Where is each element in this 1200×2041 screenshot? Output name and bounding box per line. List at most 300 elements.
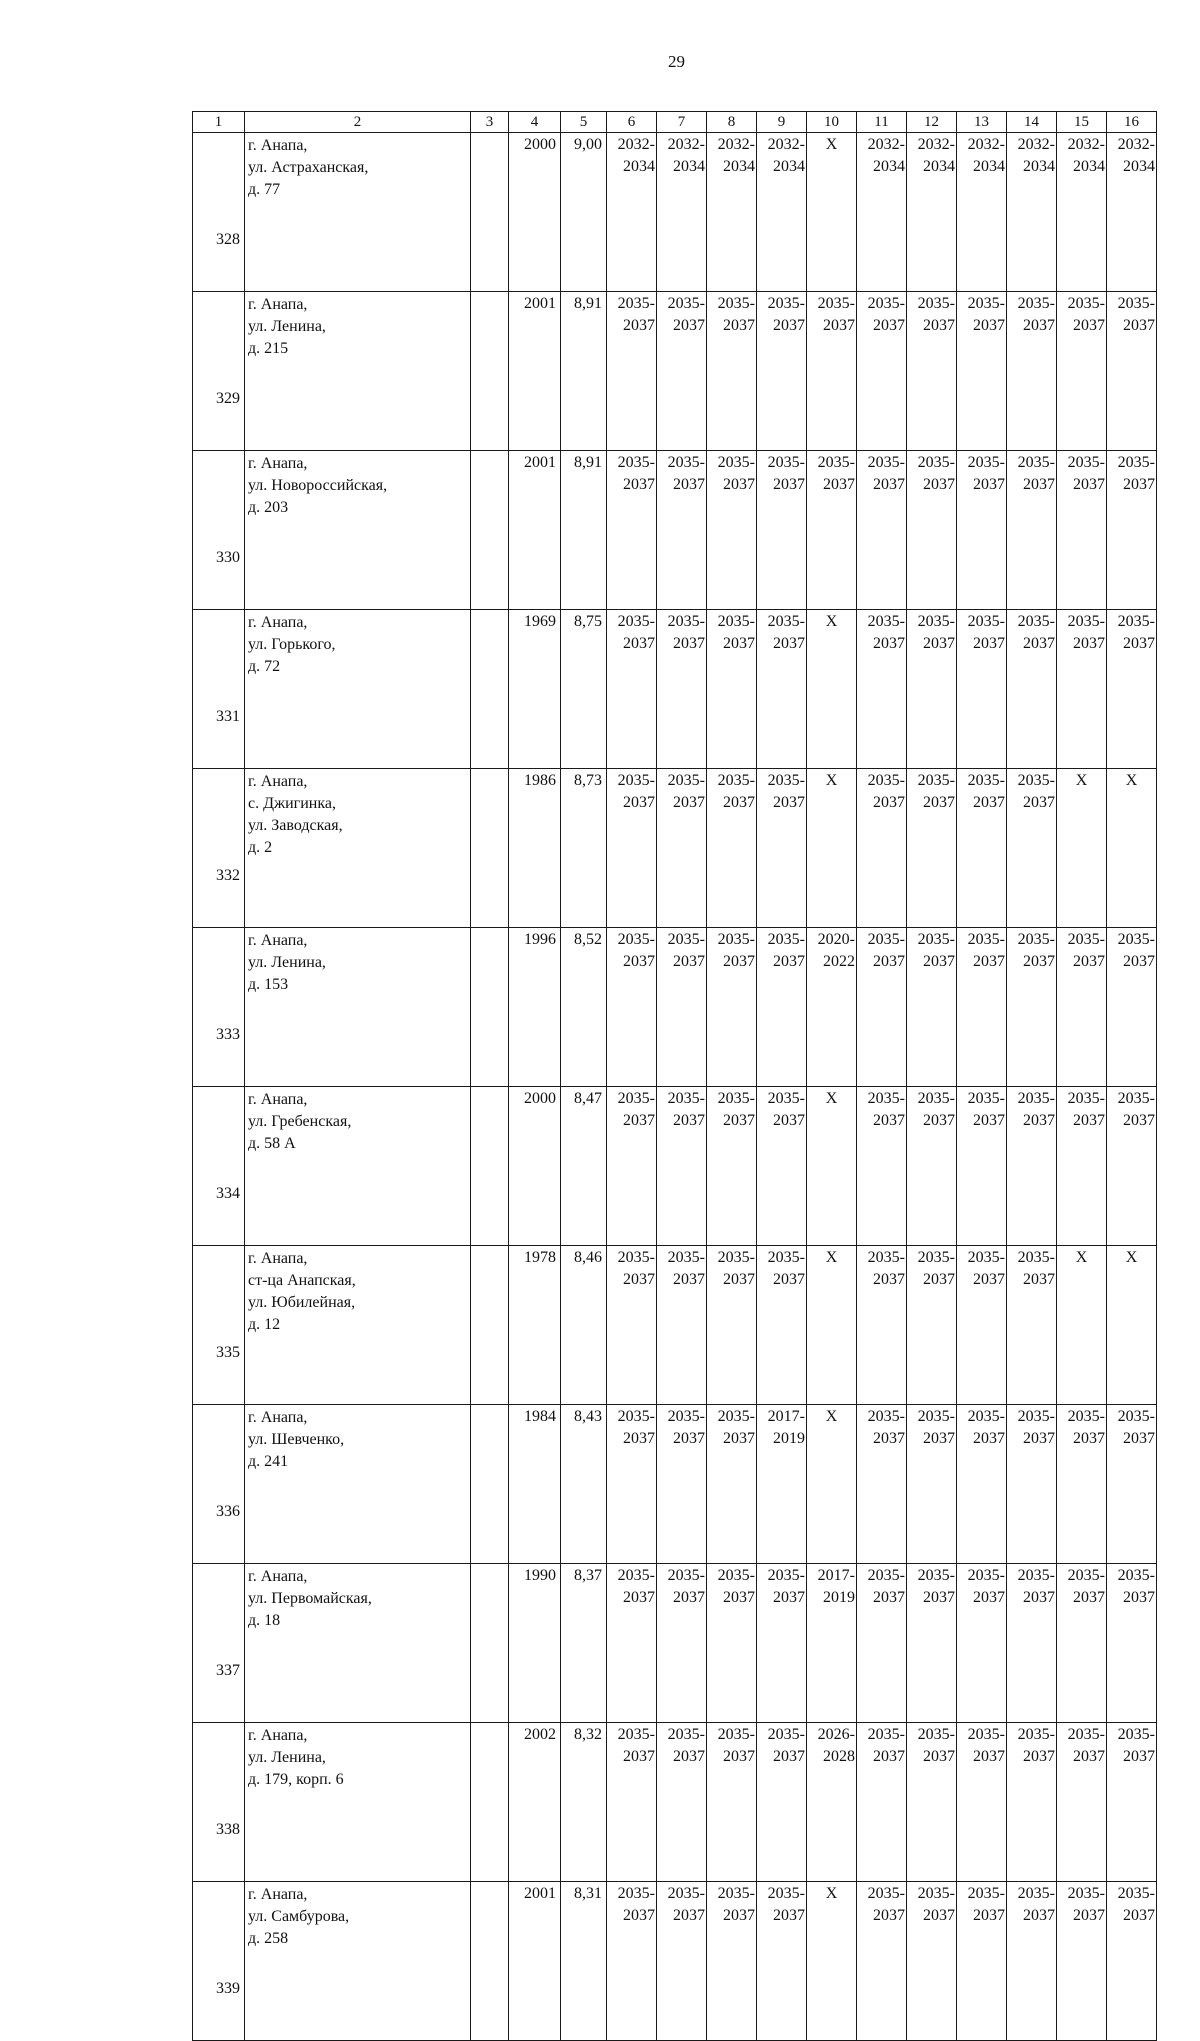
- address-cell: [245, 769, 471, 928]
- period-line: 2035-: [917, 1726, 955, 1743]
- period-line: 2035-: [717, 1249, 755, 1266]
- period-line: 2037: [973, 1271, 1005, 1288]
- row-number: 328: [193, 133, 245, 292]
- year-cell: 2001: [509, 1882, 561, 2041]
- period-line: 2035-: [917, 1567, 955, 1584]
- period-line: 2035-: [1017, 1567, 1055, 1584]
- period-line: 2037: [973, 317, 1005, 334]
- period-cell-col-7: [657, 1723, 707, 1882]
- period-line: 2037: [723, 794, 755, 811]
- row-number: 333: [193, 928, 245, 1087]
- address-line: г. Анапа,: [248, 1568, 308, 1585]
- period-line: 2037: [1073, 1430, 1105, 1447]
- period-line: 2032-: [917, 136, 955, 153]
- column-header-14: 14: [1007, 112, 1057, 133]
- period-cell-col-8: [707, 769, 757, 928]
- period-line: 2037: [1023, 635, 1055, 652]
- address-line: г. Анапа,: [248, 932, 308, 949]
- period-line: 2037: [1073, 1112, 1105, 1129]
- period-line: 2035-: [1067, 1885, 1105, 1902]
- period-line: 2019: [773, 1430, 805, 1447]
- address-line: г. Анапа,: [248, 1250, 308, 1267]
- period-line: 2037: [623, 794, 655, 811]
- period-line: 2037: [673, 317, 705, 334]
- period-cell-col-6: [607, 451, 657, 610]
- period-cell-col-15: [1057, 451, 1107, 610]
- period-cell-col-12: [907, 1723, 957, 1882]
- period-cell-col-15: [1057, 1723, 1107, 1882]
- address-line: г. Анапа,: [248, 1727, 308, 1744]
- period-cell-col-15: [1057, 610, 1107, 769]
- period-line: 2037: [873, 476, 905, 493]
- period-line: 2035-: [917, 454, 955, 471]
- period-cell-col-6: [607, 928, 657, 1087]
- address-line: г. Анапа,: [248, 296, 308, 313]
- period-line: 2037: [773, 635, 805, 652]
- period-line: 2017-: [817, 1567, 855, 1584]
- period-line: X: [825, 613, 838, 630]
- period-line: 2035-: [1117, 295, 1155, 312]
- table-row: [193, 928, 1157, 1087]
- year-cell: 1969: [509, 610, 561, 769]
- column-3-cell: [471, 610, 509, 769]
- period-cell-col-7: [657, 292, 707, 451]
- address-line: д. 241: [248, 1453, 289, 1470]
- column-header-10: 10: [807, 112, 857, 133]
- period-line: 2035-: [1017, 295, 1055, 312]
- period-cell-col-15: [1057, 292, 1107, 451]
- period-line: 2037: [923, 476, 955, 493]
- period-cell-col-11: [857, 1246, 907, 1405]
- table-row: [193, 769, 1157, 928]
- period-cell-col-14: [1007, 1246, 1057, 1405]
- period-cell-col-14: [1007, 133, 1057, 292]
- period-cell-col-7: [657, 610, 707, 769]
- period-line: 2035-: [617, 1408, 655, 1425]
- period-line: 2037: [723, 1271, 755, 1288]
- period-cell-col-14: [1007, 451, 1057, 610]
- address-line: ул. Ленина,: [248, 1749, 326, 1766]
- value-cell: 8,32: [561, 1723, 607, 1882]
- period-line: 2037: [1023, 1430, 1055, 1447]
- period-line: 2037: [773, 1112, 805, 1129]
- period-line: 2035-: [1067, 1090, 1105, 1107]
- address-cell: [245, 451, 471, 610]
- period-cell-col-14: [1007, 769, 1057, 928]
- period-line: 2037: [973, 476, 1005, 493]
- address-line: г. Анапа,: [248, 455, 308, 472]
- period-cell-col-6: [607, 1087, 657, 1246]
- period-cell-col-13: [957, 133, 1007, 292]
- period-line: 2035-: [967, 772, 1005, 789]
- period-line: 2032-: [767, 136, 805, 153]
- period-cell-col-6: [607, 292, 657, 451]
- year-cell: 2001: [509, 451, 561, 610]
- period-line: 2032-: [867, 136, 905, 153]
- period-line: 2035-: [667, 1726, 705, 1743]
- period-cell-col-7: [657, 1405, 707, 1564]
- period-cell-col-16: [1107, 451, 1157, 610]
- period-line: 2035-: [917, 1408, 955, 1425]
- period-line: 2035-: [917, 1249, 955, 1266]
- column-header-6: 6: [607, 112, 657, 133]
- period-cell-col-14: [1007, 1723, 1057, 1882]
- period-line: 2037: [673, 953, 705, 970]
- period-cell-col-15: [1057, 769, 1107, 928]
- address-line: ул. Горького,: [248, 636, 336, 653]
- period-line: 2035-: [717, 1885, 755, 1902]
- period-cell-col-13: [957, 1882, 1007, 2041]
- period-cell-col-11: [857, 1087, 907, 1246]
- period-line: 2035-: [1117, 613, 1155, 630]
- period-line: 2037: [1073, 953, 1105, 970]
- period-line: 2037: [1023, 1907, 1055, 1924]
- period-cell-col-6: [607, 769, 657, 928]
- period-cell-col-13: [957, 610, 1007, 769]
- period-line: 2035-: [917, 1090, 955, 1107]
- period-line: 2037: [1073, 476, 1105, 493]
- period-line: 2034: [923, 158, 955, 175]
- period-line: 2022: [823, 953, 855, 970]
- period-cell-col-11: [857, 928, 907, 1087]
- period-line: 2035-: [1117, 1885, 1155, 1902]
- period-cell-col-8: [707, 1087, 757, 1246]
- period-line: 2035-: [1067, 1408, 1105, 1425]
- period-line: 2037: [1123, 1112, 1155, 1129]
- period-line: 2037: [823, 317, 855, 334]
- period-line: 2037: [623, 1589, 655, 1606]
- period-line: 2035-: [667, 1408, 705, 1425]
- column-3-cell: [471, 1405, 509, 1564]
- period-line: 2035-: [817, 454, 855, 471]
- period-line: 2037: [973, 1748, 1005, 1765]
- period-line: 2032-: [617, 136, 655, 153]
- column-header-13: 13: [957, 112, 1007, 133]
- period-line: 2037: [673, 1748, 705, 1765]
- period-cell-col-6: [607, 1564, 657, 1723]
- column-header-1: 1: [193, 112, 245, 133]
- period-line: 2037: [773, 1907, 805, 1924]
- period-line: 2037: [1023, 1271, 1055, 1288]
- period-line: 2037: [673, 794, 705, 811]
- period-cell-col-13: [957, 1246, 1007, 1405]
- address-line: д. 215: [248, 340, 289, 357]
- column-header-9: 9: [757, 112, 807, 133]
- table-row: [193, 1087, 1157, 1246]
- year-cell: 1984: [509, 1405, 561, 1564]
- period-cell-col-11: [857, 610, 907, 769]
- period-line: 2035-: [1017, 1408, 1055, 1425]
- address-cell: [245, 928, 471, 1087]
- column-header-3: 3: [471, 112, 509, 133]
- period-line: 2017-: [767, 1408, 805, 1425]
- address-cell: [245, 133, 471, 292]
- period-line: 2035-: [867, 454, 905, 471]
- period-line: 2035-: [1017, 1090, 1055, 1107]
- address-line: д. 179, корп. 6: [248, 1771, 344, 1788]
- period-line: 2037: [773, 953, 805, 970]
- period-cell-col-15: [1057, 1246, 1107, 1405]
- period-line: 2037: [1073, 1589, 1105, 1606]
- table-row: [193, 1246, 1157, 1405]
- period-cell-col-14: [1007, 1882, 1057, 2041]
- column-header-2: 2: [245, 112, 471, 133]
- period-line: 2035-: [767, 1567, 805, 1584]
- period-cell-col-9: [757, 292, 807, 451]
- period-line: X: [1125, 772, 1138, 789]
- period-line: 2035-: [617, 613, 655, 630]
- period-line: 2037: [723, 1748, 755, 1765]
- period-cell-col-11: [857, 1564, 907, 1723]
- period-line: 2037: [1023, 1589, 1055, 1606]
- period-line: 2035-: [867, 1090, 905, 1107]
- period-cell-col-13: [957, 1723, 1007, 1882]
- period-line: 2032-: [1017, 136, 1055, 153]
- period-line: 2035-: [767, 772, 805, 789]
- period-cell-col-10: [807, 1723, 857, 1882]
- period-line: X: [825, 1408, 838, 1425]
- period-cell-col-15: [1057, 133, 1107, 292]
- period-cell-col-8: [707, 928, 757, 1087]
- table-header: [193, 112, 1157, 133]
- period-line: 2035-: [717, 931, 755, 948]
- period-line: 2037: [873, 1430, 905, 1447]
- period-line: 2034: [673, 158, 705, 175]
- year-cell: 1986: [509, 769, 561, 928]
- period-cell-col-6: [607, 133, 657, 292]
- year-cell: 2000: [509, 1087, 561, 1246]
- period-cell-col-10: [807, 928, 857, 1087]
- period-line: 2035-: [867, 1567, 905, 1584]
- period-cell-col-6: [607, 1405, 657, 1564]
- period-line: 2037: [1123, 635, 1155, 652]
- period-line: 2037: [673, 1112, 705, 1129]
- column-header-11: 11: [857, 112, 907, 133]
- period-cell-col-16: [1107, 610, 1157, 769]
- period-line: 2037: [623, 1271, 655, 1288]
- period-line: X: [1075, 772, 1088, 789]
- period-line: 2034: [873, 158, 905, 175]
- period-line: 2035-: [967, 1408, 1005, 1425]
- period-line: 2037: [723, 476, 755, 493]
- period-line: X: [825, 1090, 838, 1107]
- year-cell: 1990: [509, 1564, 561, 1723]
- year-cell: 1978: [509, 1246, 561, 1405]
- period-line: 2035-: [617, 1249, 655, 1266]
- period-cell-col-16: [1107, 928, 1157, 1087]
- period-line: 2035-: [1067, 1726, 1105, 1743]
- period-cell-col-12: [907, 1882, 957, 2041]
- period-cell-col-12: [907, 1564, 957, 1723]
- period-cell-col-9: [757, 610, 807, 769]
- period-line: 2037: [623, 1748, 655, 1765]
- period-line: 2037: [773, 1271, 805, 1288]
- value-cell: 9,00: [561, 133, 607, 292]
- period-line: 2035-: [967, 1567, 1005, 1584]
- period-line: 2037: [673, 635, 705, 652]
- period-line: 2037: [773, 317, 805, 334]
- period-line: 2035-: [617, 772, 655, 789]
- period-cell-col-7: [657, 1882, 707, 2041]
- period-line: 2037: [1123, 317, 1155, 334]
- address-line: ул. Заводская,: [248, 817, 343, 834]
- year-cell: 2000: [509, 133, 561, 292]
- period-line: 2035-: [617, 1726, 655, 1743]
- address-line: ул. Первомайская,: [248, 1590, 372, 1607]
- period-line: 2035-: [1117, 1726, 1155, 1743]
- address-line: с. Джигинка,: [248, 795, 336, 812]
- period-line: 2035-: [1017, 1249, 1055, 1266]
- period-line: 2037: [723, 317, 755, 334]
- period-line: 2037: [923, 1589, 955, 1606]
- table-row: [193, 133, 1157, 292]
- period-line: 2035-: [867, 613, 905, 630]
- period-line: 2037: [1123, 476, 1155, 493]
- period-line: 2035-: [967, 1090, 1005, 1107]
- address-cell: [245, 1087, 471, 1246]
- period-line: 2034: [723, 158, 755, 175]
- period-line: 2035-: [1017, 772, 1055, 789]
- table-row: [193, 451, 1157, 610]
- period-line: 2037: [623, 476, 655, 493]
- table-row: [193, 1405, 1157, 1564]
- period-line: 2037: [673, 1271, 705, 1288]
- address-cell: [245, 292, 471, 451]
- period-line: 2035-: [917, 613, 955, 630]
- period-cell-col-16: [1107, 133, 1157, 292]
- value-cell: 8,52: [561, 928, 607, 1087]
- period-line: 2035-: [667, 1567, 705, 1584]
- period-cell-col-7: [657, 769, 707, 928]
- period-line: 2037: [773, 1589, 805, 1606]
- period-cell-col-16: [1107, 769, 1157, 928]
- period-line: 2037: [723, 1112, 755, 1129]
- address-line: г. Анапа,: [248, 137, 308, 154]
- value-cell: 8,46: [561, 1246, 607, 1405]
- period-cell-col-15: [1057, 928, 1107, 1087]
- value-cell: 8,73: [561, 769, 607, 928]
- period-cell-col-15: [1057, 1087, 1107, 1246]
- period-cell-col-8: [707, 133, 757, 292]
- period-line: 2037: [723, 1430, 755, 1447]
- period-line: 2034: [773, 158, 805, 175]
- period-cell-col-11: [857, 292, 907, 451]
- value-cell: 8,47: [561, 1087, 607, 1246]
- address-line: д. 12: [248, 1316, 281, 1333]
- row-number: 330: [193, 451, 245, 610]
- period-line: 2037: [923, 1907, 955, 1924]
- period-line: 2037: [973, 1589, 1005, 1606]
- period-line: 2035-: [767, 295, 805, 312]
- period-line: 2035-: [617, 931, 655, 948]
- period-line: 2037: [973, 1907, 1005, 1924]
- period-cell-col-15: [1057, 1405, 1107, 1564]
- period-line: 2035-: [767, 454, 805, 471]
- column-3-cell: [471, 292, 509, 451]
- period-line: 2035-: [867, 1726, 905, 1743]
- address-line: д. 258: [248, 1930, 289, 1947]
- period-line: 2035-: [667, 931, 705, 948]
- period-line: 2035-: [1117, 1567, 1155, 1584]
- period-cell-col-13: [957, 1405, 1007, 1564]
- period-cell-col-10: [807, 1246, 857, 1405]
- period-line: 2037: [973, 794, 1005, 811]
- column-3-cell: [471, 769, 509, 928]
- address-line: ул. Астраханская,: [248, 159, 369, 176]
- period-line: 2037: [1123, 1748, 1155, 1765]
- period-line: 2035-: [867, 295, 905, 312]
- period-cell-col-8: [707, 1882, 757, 2041]
- row-number: 331: [193, 610, 245, 769]
- period-cell-col-9: [757, 769, 807, 928]
- period-line: 2037: [973, 635, 1005, 652]
- period-line: X: [825, 772, 838, 789]
- column-header-15: 15: [1057, 112, 1107, 133]
- period-line: 2037: [823, 476, 855, 493]
- period-line: 2020-: [817, 931, 855, 948]
- period-line: 2037: [773, 476, 805, 493]
- period-line: 2034: [623, 158, 655, 175]
- row-number: 334: [193, 1087, 245, 1246]
- period-line: 2035-: [617, 1885, 655, 1902]
- period-line: 2037: [873, 1589, 905, 1606]
- period-line: 2037: [623, 953, 655, 970]
- period-line: 2037: [673, 1907, 705, 1924]
- address-line: ст-ца Анапская,: [248, 1272, 356, 1289]
- period-line: 2026-: [817, 1726, 855, 1743]
- value-cell: 8,31: [561, 1882, 607, 2041]
- period-line: 2037: [773, 1748, 805, 1765]
- period-cell-col-8: [707, 1723, 757, 1882]
- period-line: 2035-: [667, 295, 705, 312]
- value-cell: 8,75: [561, 610, 607, 769]
- period-line: 2035-: [767, 1090, 805, 1107]
- period-line: 2037: [1023, 1112, 1055, 1129]
- address-line: г. Анапа,: [248, 1409, 308, 1426]
- period-line: 2035-: [767, 613, 805, 630]
- period-cell-col-11: [857, 451, 907, 610]
- period-line: 2037: [1073, 1748, 1105, 1765]
- column-header-5: 5: [561, 112, 607, 133]
- period-line: 2034: [1123, 158, 1155, 175]
- period-line: 2035-: [967, 1885, 1005, 1902]
- period-cell-col-15: [1057, 1564, 1107, 1723]
- period-line: 2037: [873, 1748, 905, 1765]
- table-row: [193, 610, 1157, 769]
- period-line: 2035-: [717, 613, 755, 630]
- period-cell-col-6: [607, 1882, 657, 2041]
- period-line: 2035-: [617, 454, 655, 471]
- period-line: 2028: [823, 1748, 855, 1765]
- period-line: 2037: [973, 1112, 1005, 1129]
- period-cell-col-12: [907, 928, 957, 1087]
- period-cell-col-11: [857, 133, 907, 292]
- period-line: 2037: [923, 1430, 955, 1447]
- year-cell: 2002: [509, 1723, 561, 1882]
- period-line: 2035-: [667, 613, 705, 630]
- period-line: 2035-: [1067, 295, 1105, 312]
- address-cell: [245, 1405, 471, 1564]
- period-line: 2037: [1023, 1748, 1055, 1765]
- period-line: X: [1075, 1249, 1088, 1266]
- period-line: 2035-: [717, 1090, 755, 1107]
- period-line: 2035-: [667, 772, 705, 789]
- period-cell-col-7: [657, 1087, 707, 1246]
- period-line: 2034: [1023, 158, 1055, 175]
- period-cell-col-13: [957, 769, 1007, 928]
- period-line: 2035-: [967, 295, 1005, 312]
- period-line: 2035-: [717, 1567, 755, 1584]
